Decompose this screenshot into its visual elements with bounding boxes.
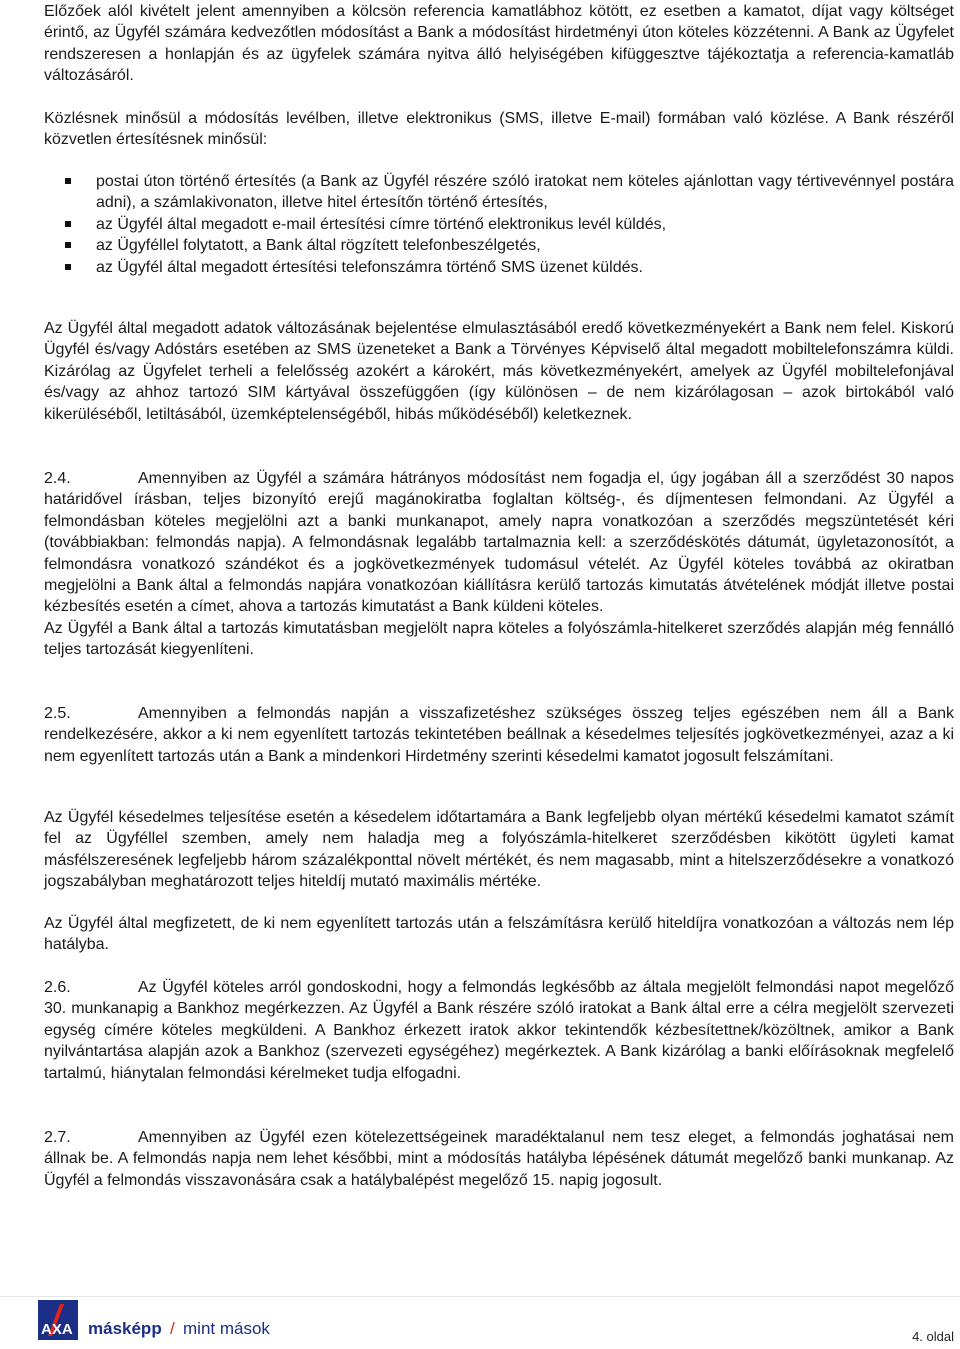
- slogan-first: másképp: [88, 1319, 162, 1338]
- square-bullet-icon: [65, 264, 71, 270]
- paragraph-text: Előzőek alól kivételt jelent amennyiben a kölcsön referencia kamatlábhoz kötött, ez esetben a kamatot, díjat vagy költséget érintő, az Ügyfél számára kedvezőtlen módosítást a Bank a módosítást hirdetményi úton köteles közzétenni. A Bank az Ügyfelet rendszeresen a honlapján és az ügyfelek számára nyitva álló helyiségében kifüggesztve tájékoztatja a referencia-kamatláb változásáról.: [44, 3, 954, 85]
- section-number: 2.6.: [44, 979, 71, 996]
- paragraph-text: Az Ügyfél által megfizetett, de ki nem egyenlített tartozás után a felszámításra kerülő hiteldíjra vonatkozóan a változás nem lép hatályba.: [44, 915, 954, 954]
- section-number: 2.7.: [44, 1129, 71, 1146]
- list-item: az Ügyfél által megadott értesítési telefonszámra történő SMS üzenet küldés.: [44, 257, 954, 278]
- section-2-5: [44, 703, 954, 767]
- axa-logo: [38, 1300, 298, 1340]
- slogan-second: mint mások: [183, 1319, 270, 1338]
- square-bullet-icon: [65, 178, 71, 184]
- section-2-6: [44, 977, 954, 1084]
- paragraph-notification: [44, 108, 954, 151]
- list-item: az Ügyfél által megadott e-mail értesítési címre történő elektronikus levél küldés,: [44, 214, 954, 235]
- paragraph-text: Az Ügyfél a Bank által a tartozás kimutatásban megjelölt napra köteles a folyószámla-hitelkeret szerződés alapján még fennálló teljes tartozását kiegyenlíteni.: [44, 619, 954, 659]
- paragraph-text: 2.7. Amennyiben az Ügyfél ezen kötelezettségeinek maradéktalanul nem tesz eleget, a felmondás joghatásai nem állnak be. A felmondás napja nem lehet későbbi, mint a módosítás hatályba lépésének dátumát megelőző banki munkanap. Az Ügyfél a felmondás visszavonására csak a hatálybalépést megelőző 15. napig jogosult.: [44, 1129, 954, 1189]
- section-number: 2.4.: [44, 470, 71, 487]
- paragraph-text: 2.4. Amennyiben az Ügyfél a számára hátrányos módosítást nem fogadja el, úgy jogában áll a szerződést 30 napos határidővel írásban, teljes bizonyító erejű magánokiratba foglaltan költség-, és díjmentesen felmondani. Az Ügyfél a felmondásban köteles megjelölni azt a banki munkanapot, amely napra vonatkozóan a szerződés megszüntetését kéri (továbbiakban: felmondás napja). A felmondásnak legalább tartalmaznia kell: a szerződéskötés dátumát, ügyletazonosítót, a felmondásra vonatkozó szándékot és a jogkövetkezmények tudomásul vételét. Az Ügyfél köteles továbbá az okiratban megjelölni a Bank által a felmondás napjára vonatkozóan kiállításra kerülő tartozás kimutatás átvételének módját illetve postai kézbesítés esetén a címet, ahova a tartozás kimutatást a Bank küldeni köteles.: [44, 470, 954, 616]
- paragraph-text: Az Ügyfél által megadott adatok változásának bejelentése elmulasztásából eredő következményekért a Bank nem felel. Kiskorú Ügyfél és/vagy Adóstárs esetében az SMS üzeneteket a Bank a Törvényes Képviselő által megadott mobiltelefonszámra küldi. Kizárólag az Ügyfelet terheli a felelősség azokért a károkért, más következményekért, amelyek az Ügyfél mobiltelefonjával és/vagy az ahhoz tartozó SIM kártyával összefüggően (így különösen – de nem kizárólagosan – azok birtokából való kikerüléséből, letiltásából, üzemképtelenségéből, hibás működéséből) keletkeznek.: [44, 320, 954, 423]
- axa-logo-text: AXA: [41, 1321, 73, 1338]
- list-item: postai úton történő értesítés (a Bank az Ügyfél részére szóló iratokat nem köteles ajánlottan vagy tértivevénnyel postára adni), a számlakivonaton, illetve hitel értesítőn történő értesítés,: [44, 171, 954, 214]
- slogan-separator: /: [170, 1319, 175, 1338]
- list-item: az Ügyféllel folytatott, a Bank által rögzített telefonbeszélgetés,: [44, 235, 954, 256]
- square-bullet-icon: [65, 242, 71, 248]
- paragraph-data-change: [44, 318, 954, 425]
- section-number: 2.5.: [44, 705, 71, 722]
- paragraph-text: Az Ügyfél késedelmes teljesítése esetén a késedelem időtartamára a Bank legfeljebb olyan mértékű késedelmi kamatot számít fel az Ügyféllel szemben, amely nem haladja meg a folyószámla-hitelkeret szerződésben kikötött ügyleti kamat másfélszeresének legfeljebb három százalékponttal növelt mértékét, és nem magasabb, mint a hitelszerződésekre a vonatkozó jogszabályban meghatározott teljes hiteldíj mutató maximális mértéke.: [44, 809, 954, 891]
- section-2-4: [44, 468, 954, 661]
- paragraph-text: 2.5. Amennyiben a felmondás napján a visszafizetéshez szükséges összeg teljes egészében nem áll a Bank rendelkezésére, akkor a ki nem egyenlített tartozás tekintetében beállnak a késedelmes teljesítés jogkövetkezményei, azaz a ki nem egyenlített tartozás után a Bank a mindenkori Hirdetmény szerinti késedelmi kamatot jogosult felszámítani.: [44, 705, 954, 765]
- paragraph-reference-rate: [44, 1, 954, 87]
- footer-divider: [0, 1296, 960, 1297]
- paragraph-text: Közlésnek minősül a módosítás levélben, illetve elektronikus (SMS, illetve E-mail) formában való közlése. A Bank részéről közvetlen értesítésnek minősül:: [44, 110, 954, 149]
- paragraph-text: 2.6. Az Ügyfél köteles arról gondoskodni, hogy a felmondás legkésőbb az általa megjelölt felmondási napot megelőző 30. munkanapig a Bankhoz megérkezzen. Az Ügyfél a Bank részére szóló iratokat a Bank által erre a célra megjelölt szervezeti egység címére köteles megküldeni. A Bankhoz érkezett iratok akkor tekintendők kézbesítettnek/közöltnek, amikor a Bank nyilvántartása alapján azok a Bankhoz (szervezeti egységéhez) megérkeztek. A Bank kizárólag a banki előírásoknak megfelelő tartalmú, hiánytalan felmondási kérelmeket tudja elfogadni.: [44, 979, 954, 1082]
- section-2-7: [44, 1127, 954, 1191]
- axa-logo-icon: [38, 1300, 298, 1344]
- paragraph-fee-change: [44, 913, 954, 956]
- notification-list: [44, 171, 954, 278]
- square-bullet-icon: [65, 221, 71, 227]
- page-number: 4. oldal: [912, 1329, 954, 1344]
- paragraph-late-interest: [44, 807, 954, 893]
